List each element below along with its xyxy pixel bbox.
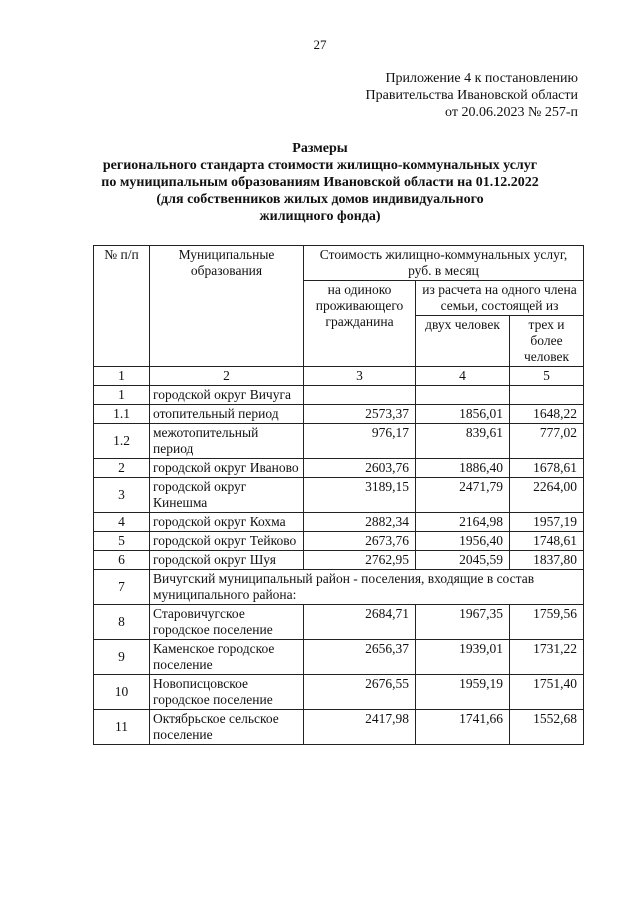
row-cost-two: 1741,66 [416, 710, 510, 745]
table-row [94, 551, 584, 570]
row-cost-three: 1678,61 [510, 459, 584, 478]
row-cost-single: 2603,76 [304, 459, 416, 478]
row-number: 8 [94, 605, 150, 640]
row-cost-three: 1731,22 [510, 640, 584, 675]
row-cost-two: 1967,35 [416, 605, 510, 640]
column-number: 3 [304, 367, 416, 386]
row-municipality: Октябрьское сельское поселение [150, 710, 304, 745]
row-cost-three: 2264,00 [510, 478, 584, 513]
row-municipality: Каменское городское поселение [150, 640, 304, 675]
row-number: 1.2 [94, 424, 150, 459]
table-row [94, 570, 584, 605]
document-title [0, 140, 640, 225]
header-three: трех и более человек [510, 316, 584, 367]
row-cost-single: 2417,98 [304, 710, 416, 745]
row-cost-single [304, 386, 416, 405]
row-number: 6 [94, 551, 150, 570]
row-municipality: межотопительный период [150, 424, 304, 459]
title-line: (для собственников жилых домов индивидуального [156, 192, 484, 207]
title-line: жилищного фонда) [259, 209, 381, 224]
table-row [94, 675, 584, 710]
row-cost-two: 2164,98 [416, 513, 510, 532]
column-number: 4 [416, 367, 510, 386]
row-number: 5 [94, 532, 150, 551]
row-municipality: городской округ Тейково [150, 532, 304, 551]
table-row [94, 478, 584, 513]
row-cost-two: 1856,01 [416, 405, 510, 424]
row-cost-three: 1837,80 [510, 551, 584, 570]
row-cost-two [416, 386, 510, 405]
row-cost-three: 1759,56 [510, 605, 584, 640]
row-municipality: Старовичугское городское поселение [150, 605, 304, 640]
header-cost: Стоимость жилищно-коммунальных услуг, руб. в месяц [304, 246, 584, 281]
row-cost-single: 2762,95 [304, 551, 416, 570]
row-cost-two: 1939,01 [416, 640, 510, 675]
page-number: 27 [313, 37, 327, 52]
appendix-line: от 20.06.2023 № 257-п [445, 105, 578, 120]
table-row [94, 424, 584, 459]
column-number: 2 [150, 367, 304, 386]
title-line: по муниципальным образованиям Ивановской области на 01.12.2022 [101, 175, 539, 190]
row-cost-single: 2673,76 [304, 532, 416, 551]
row-municipality: Вичугский муниципальный район - поселения, входящие в состав муниципального района: [150, 570, 584, 605]
row-cost-three: 1748,61 [510, 532, 584, 551]
row-cost-two: 2471,79 [416, 478, 510, 513]
row-municipality: городской округ Шуя [150, 551, 304, 570]
table-row [94, 386, 584, 405]
table-row [94, 640, 584, 675]
row-number: 1.1 [94, 405, 150, 424]
row-number: 7 [94, 570, 150, 605]
header-single: на одиноко проживающего гражданина [304, 281, 416, 367]
row-municipality: городской округ Кинешма [150, 478, 304, 513]
table-row [94, 710, 584, 745]
table-row [94, 605, 584, 640]
row-cost-single: 976,17 [304, 424, 416, 459]
row-municipality: отопительный период [150, 405, 304, 424]
row-municipality: городской округ Вичуга [150, 386, 304, 405]
row-cost-single: 3189,15 [304, 478, 416, 513]
appendix-line: Приложение 4 к постановлению [385, 71, 578, 86]
column-number: 5 [510, 367, 584, 386]
row-cost-two: 2045,59 [416, 551, 510, 570]
row-cost-single: 2684,71 [304, 605, 416, 640]
row-number: 10 [94, 675, 150, 710]
header-two: двух человек [416, 316, 510, 367]
row-cost-two: 839,61 [416, 424, 510, 459]
row-cost-single: 2676,55 [304, 675, 416, 710]
row-cost-three: 1552,68 [510, 710, 584, 745]
row-cost-single: 2882,34 [304, 513, 416, 532]
row-cost-three: 1648,22 [510, 405, 584, 424]
title-line: регионального стандарта стоимости жилищно-коммунальных услуг [102, 158, 538, 173]
row-cost-single: 2573,37 [304, 405, 416, 424]
row-number: 4 [94, 513, 150, 532]
row-number: 9 [94, 640, 150, 675]
table-row [94, 459, 584, 478]
row-cost-two: 1959,19 [416, 675, 510, 710]
appendix-note [366, 70, 578, 121]
table-row [94, 405, 584, 424]
row-municipality: городской округ Иваново [150, 459, 304, 478]
appendix-line: Правительства Ивановской области [365, 88, 578, 103]
row-number: 3 [94, 478, 150, 513]
table-row [94, 532, 584, 551]
cost-table [93, 245, 584, 745]
row-cost-three: 1957,19 [510, 513, 584, 532]
row-municipality: Новописцовское городское поселение [150, 675, 304, 710]
row-cost-three: 1751,40 [510, 675, 584, 710]
column-number: 1 [94, 367, 150, 386]
row-number: 1 [94, 386, 150, 405]
row-cost-three [510, 386, 584, 405]
title-line: Размеры [292, 141, 348, 156]
row-cost-single: 2656,37 [304, 640, 416, 675]
column-number-row [94, 367, 584, 386]
header-num: № п/п [94, 246, 150, 367]
row-number: 2 [94, 459, 150, 478]
header-per-member: из расчета на одного члена семьи, состоящей из [416, 281, 584, 316]
row-cost-three: 777,02 [510, 424, 584, 459]
row-municipality: городской округ Кохма [150, 513, 304, 532]
row-cost-two: 1956,40 [416, 532, 510, 551]
row-cost-two: 1886,40 [416, 459, 510, 478]
table-row [94, 513, 584, 532]
header-municipality: Муниципальные образования [150, 246, 304, 367]
row-number: 11 [94, 710, 150, 745]
header-row [94, 246, 584, 281]
